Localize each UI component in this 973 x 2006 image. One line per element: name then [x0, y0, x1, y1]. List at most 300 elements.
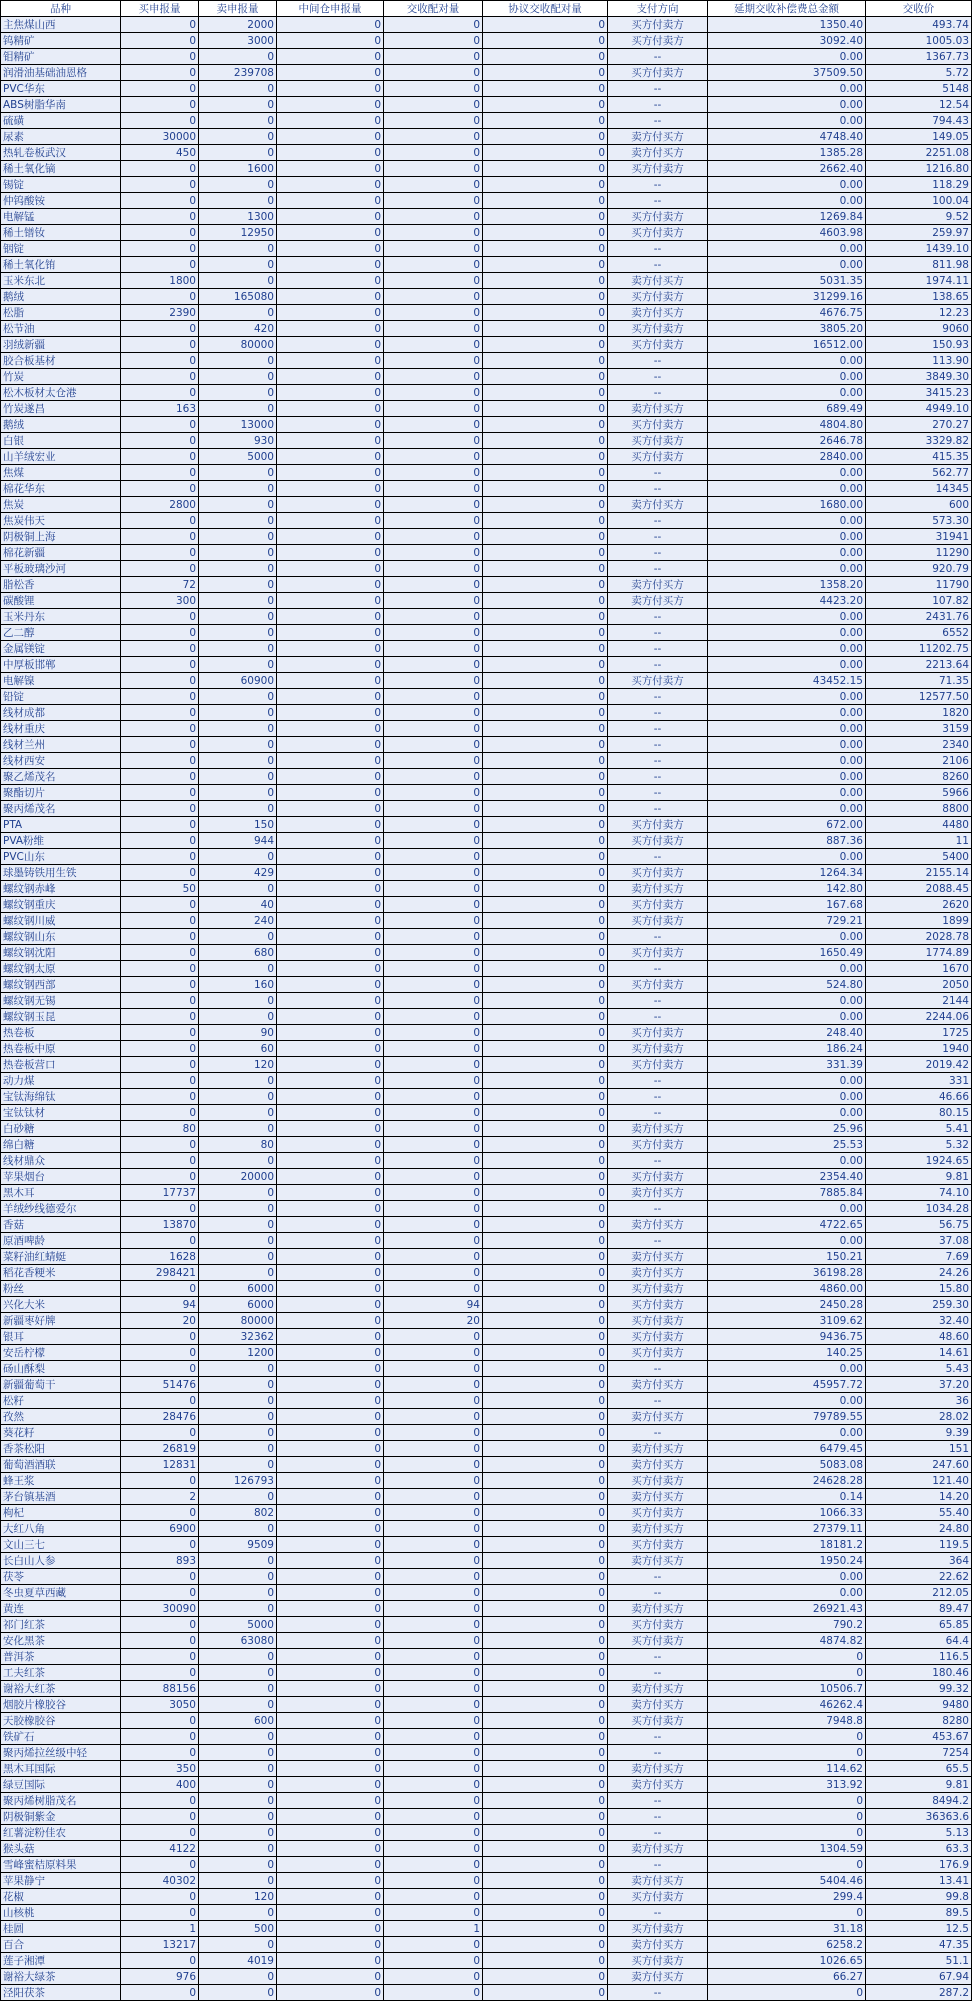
cell-payment-direction: 卖方付买方	[608, 401, 708, 417]
cell-buy-qty: 0	[121, 1153, 199, 1169]
cell-payment-direction: --	[608, 961, 708, 977]
cell-compensation-total: 0.00	[708, 561, 866, 577]
cell-variety: 螺纹钢赤峰	[1, 881, 121, 897]
cell-warehouse-qty: 0	[277, 1777, 384, 1793]
cell-sell-qty: 0	[199, 1793, 277, 1809]
cell-sell-qty: 429	[199, 865, 277, 881]
cell-delivery-price: 9480	[866, 1697, 972, 1713]
cell-buy-qty: 0	[121, 1633, 199, 1649]
cell-warehouse-qty: 0	[277, 833, 384, 849]
cell-agreement-match-qty: 0	[483, 865, 608, 881]
cell-agreement-match-qty: 0	[483, 769, 608, 785]
cell-variety: 润滑油基础油恩格	[1, 65, 121, 81]
cell-agreement-match-qty: 0	[483, 1393, 608, 1409]
cell-sell-qty: 600	[199, 1713, 277, 1729]
cell-delivery-price: 5.72	[866, 65, 972, 81]
cell-warehouse-qty: 0	[277, 1425, 384, 1441]
cell-buy-qty: 450	[121, 145, 199, 161]
cell-agreement-match-qty: 0	[483, 465, 608, 481]
cell-payment-direction: --	[608, 193, 708, 209]
cell-delivery-match-qty: 0	[384, 1969, 483, 1985]
cell-agreement-match-qty: 0	[483, 513, 608, 529]
cell-delivery-match-qty: 0	[384, 449, 483, 465]
cell-variety: PTA	[1, 817, 121, 833]
cell-agreement-match-qty: 0	[483, 33, 608, 49]
header-compensation-total: 延期交收补偿费总金额	[708, 1, 866, 17]
cell-warehouse-qty: 0	[277, 1409, 384, 1425]
cell-payment-direction: 买方付卖方	[608, 161, 708, 177]
cell-variety: 聚酯切片	[1, 785, 121, 801]
cell-delivery-price: 2213.64	[866, 657, 972, 673]
cell-buy-qty: 0	[121, 529, 199, 545]
cell-agreement-match-qty: 0	[483, 113, 608, 129]
cell-payment-direction: 买方付卖方	[608, 1281, 708, 1297]
table-row	[1, 1889, 972, 1905]
cell-sell-qty: 0	[199, 273, 277, 289]
cell-delivery-price: 287.2	[866, 1985, 972, 2001]
cell-sell-qty: 0	[199, 385, 277, 401]
cell-delivery-price: 121.40	[866, 1473, 972, 1489]
cell-delivery-price: 14.61	[866, 1345, 972, 1361]
cell-variety: 葵花籽	[1, 1425, 121, 1441]
cell-sell-qty: 80	[199, 1137, 277, 1153]
cell-payment-direction: 卖方付买方	[608, 1185, 708, 1201]
cell-compensation-total: 37509.50	[708, 65, 866, 81]
cell-buy-qty: 0	[121, 1793, 199, 1809]
cell-variety: 金属镁锭	[1, 641, 121, 657]
cell-warehouse-qty: 0	[277, 1457, 384, 1473]
cell-compensation-total: 0.00	[708, 929, 866, 945]
cell-warehouse-qty: 0	[277, 17, 384, 33]
cell-warehouse-qty: 0	[277, 1089, 384, 1105]
cell-variety: 螺纹钢西部	[1, 977, 121, 993]
cell-buy-qty: 0	[121, 817, 199, 833]
cell-delivery-match-qty: 0	[384, 209, 483, 225]
cell-sell-qty: 1300	[199, 209, 277, 225]
cell-agreement-match-qty: 0	[483, 593, 608, 609]
cell-variety: 螺纹钢玉昆	[1, 1009, 121, 1025]
table-row	[1, 993, 972, 1009]
cell-compensation-total: 0.00	[708, 49, 866, 65]
cell-warehouse-qty: 0	[277, 977, 384, 993]
cell-warehouse-qty: 0	[277, 561, 384, 577]
cell-payment-direction: 买方付卖方	[608, 1713, 708, 1729]
cell-delivery-match-qty: 0	[384, 433, 483, 449]
cell-buy-qty: 300	[121, 593, 199, 609]
cell-delivery-match-qty: 0	[384, 1633, 483, 1649]
cell-warehouse-qty: 0	[277, 49, 384, 65]
cell-warehouse-qty: 0	[277, 417, 384, 433]
cell-warehouse-qty: 0	[277, 1105, 384, 1121]
cell-delivery-match-qty: 94	[384, 1297, 483, 1313]
cell-variety: 工夫红茶	[1, 1665, 121, 1681]
cell-delivery-match-qty: 0	[384, 465, 483, 481]
cell-delivery-price: 5400	[866, 849, 972, 865]
cell-delivery-price: 920.79	[866, 561, 972, 577]
table-row	[1, 33, 972, 49]
table-row	[1, 1921, 972, 1937]
cell-compensation-total: 0.00	[708, 481, 866, 497]
cell-delivery-match-qty: 0	[384, 657, 483, 673]
cell-delivery-match-qty: 0	[384, 913, 483, 929]
cell-compensation-total: 1026.65	[708, 1953, 866, 1969]
cell-compensation-total: 0.00	[708, 257, 866, 273]
cell-warehouse-qty: 0	[277, 1601, 384, 1617]
cell-payment-direction: 卖方付买方	[608, 129, 708, 145]
cell-compensation-total: 0.00	[708, 1105, 866, 1121]
cell-delivery-match-qty: 0	[384, 289, 483, 305]
cell-warehouse-qty: 0	[277, 1137, 384, 1153]
cell-variety: 线材鼎众	[1, 1153, 121, 1169]
cell-variety: PVA粉维	[1, 833, 121, 849]
cell-agreement-match-qty: 0	[483, 1761, 608, 1777]
cell-delivery-match-qty: 0	[384, 1953, 483, 1969]
cell-delivery-price: 247.60	[866, 1457, 972, 1473]
table-row	[1, 1169, 972, 1185]
cell-compensation-total: 1385.28	[708, 145, 866, 161]
cell-delivery-price: 89.5	[866, 1905, 972, 1921]
cell-variety: 祁门红茶	[1, 1617, 121, 1633]
cell-delivery-price: 4949.10	[866, 401, 972, 417]
cell-delivery-price: 1899	[866, 913, 972, 929]
cell-sell-qty: 0	[199, 97, 277, 113]
cell-delivery-price: 562.77	[866, 465, 972, 481]
cell-compensation-total: 2450.28	[708, 1297, 866, 1313]
cell-payment-direction: --	[608, 737, 708, 753]
table-row	[1, 1937, 972, 1953]
cell-variety: 谢裕大绿茶	[1, 1969, 121, 1985]
cell-delivery-price: 8260	[866, 769, 972, 785]
cell-sell-qty: 0	[199, 1777, 277, 1793]
cell-payment-direction: --	[608, 1361, 708, 1377]
table-row	[1, 1617, 972, 1633]
cell-warehouse-qty: 0	[277, 1969, 384, 1985]
cell-variety: 莲子湘潭	[1, 1953, 121, 1969]
cell-payment-direction: --	[608, 1201, 708, 1217]
cell-warehouse-qty: 0	[277, 1153, 384, 1169]
cell-sell-qty: 0	[199, 401, 277, 417]
cell-warehouse-qty: 0	[277, 145, 384, 161]
cell-sell-qty: 0	[199, 1681, 277, 1697]
cell-sell-qty: 0	[199, 785, 277, 801]
table-row	[1, 1281, 972, 1297]
cell-agreement-match-qty: 0	[483, 1009, 608, 1025]
cell-delivery-match-qty: 0	[384, 193, 483, 209]
cell-variety: 玉米丹东	[1, 609, 121, 625]
cell-sell-qty: 0	[199, 177, 277, 193]
cell-variety: 烟胶片橡胶谷	[1, 1697, 121, 1713]
cell-buy-qty: 0	[121, 385, 199, 401]
table-row	[1, 1345, 972, 1361]
cell-delivery-match-qty: 0	[384, 481, 483, 497]
cell-warehouse-qty: 0	[277, 321, 384, 337]
cell-payment-direction: --	[608, 97, 708, 113]
cell-payment-direction: --	[608, 177, 708, 193]
table-row	[1, 961, 972, 977]
cell-delivery-price: 5.41	[866, 1121, 972, 1137]
cell-compensation-total: 142.80	[708, 881, 866, 897]
cell-agreement-match-qty: 0	[483, 1057, 608, 1073]
cell-delivery-price: 7.69	[866, 1249, 972, 1265]
cell-delivery-match-qty: 0	[384, 1937, 483, 1953]
cell-variety: 猴头菇	[1, 1841, 121, 1857]
cell-warehouse-qty: 0	[277, 705, 384, 721]
table-row	[1, 625, 972, 641]
table-row	[1, 257, 972, 273]
table-row	[1, 81, 972, 97]
cell-sell-qty: 165080	[199, 289, 277, 305]
table-row	[1, 833, 972, 849]
cell-buy-qty: 0	[121, 177, 199, 193]
cell-agreement-match-qty: 0	[483, 1777, 608, 1793]
cell-warehouse-qty: 0	[277, 993, 384, 1009]
cell-buy-qty: 80	[121, 1121, 199, 1137]
cell-delivery-price: 64.4	[866, 1633, 972, 1649]
cell-delivery-price: 12.5	[866, 1921, 972, 1937]
cell-delivery-price: 1005.03	[866, 33, 972, 49]
cell-buy-qty: 20	[121, 1313, 199, 1329]
cell-agreement-match-qty: 0	[483, 1617, 608, 1633]
cell-sell-qty: 0	[199, 1425, 277, 1441]
cell-delivery-match-qty: 0	[384, 1073, 483, 1089]
cell-compensation-total: 0.00	[708, 769, 866, 785]
cell-compensation-total: 0.00	[708, 993, 866, 1009]
table-row	[1, 1425, 972, 1441]
cell-payment-direction: 买方付卖方	[608, 977, 708, 993]
cell-delivery-match-qty: 0	[384, 1233, 483, 1249]
cell-agreement-match-qty: 0	[483, 1249, 608, 1265]
cell-delivery-match-qty: 0	[384, 609, 483, 625]
cell-payment-direction: 买方付卖方	[608, 865, 708, 881]
cell-payment-direction: --	[608, 1569, 708, 1585]
cell-delivery-price: 37.20	[866, 1377, 972, 1393]
cell-sell-qty: 0	[199, 1105, 277, 1121]
cell-variety: 新疆枣好牌	[1, 1313, 121, 1329]
cell-delivery-match-qty: 0	[384, 1777, 483, 1793]
table-row	[1, 1825, 972, 1841]
cell-payment-direction: --	[608, 241, 708, 257]
table-row	[1, 1585, 972, 1601]
cell-delivery-price: 11	[866, 833, 972, 849]
cell-payment-direction: 买方付卖方	[608, 1329, 708, 1345]
cell-sell-qty: 80000	[199, 1313, 277, 1329]
cell-warehouse-qty: 0	[277, 337, 384, 353]
cell-buy-qty: 0	[121, 1505, 199, 1521]
table-row	[1, 801, 972, 817]
cell-buy-qty: 0	[121, 1169, 199, 1185]
table-row	[1, 1505, 972, 1521]
cell-warehouse-qty: 0	[277, 689, 384, 705]
cell-buy-qty: 13870	[121, 1217, 199, 1233]
cell-variety: PVC山东	[1, 849, 121, 865]
table-row	[1, 1105, 972, 1121]
cell-agreement-match-qty: 0	[483, 849, 608, 865]
cell-compensation-total: 0.00	[708, 1425, 866, 1441]
table-row	[1, 897, 972, 913]
cell-delivery-match-qty: 0	[384, 161, 483, 177]
header-payment-direction: 支付方向	[608, 1, 708, 17]
cell-variety: 原酒啤龄	[1, 1233, 121, 1249]
cell-delivery-match-qty: 0	[384, 705, 483, 721]
cell-sell-qty: 0	[199, 1249, 277, 1265]
table-row	[1, 1809, 972, 1825]
cell-sell-qty: 0	[199, 609, 277, 625]
cell-delivery-match-qty: 0	[384, 1425, 483, 1441]
cell-delivery-price: 1367.73	[866, 49, 972, 65]
cell-sell-qty: 0	[199, 593, 277, 609]
cell-delivery-match-qty: 0	[384, 1697, 483, 1713]
cell-variety: 百合	[1, 1937, 121, 1953]
cell-compensation-total: 0.00	[708, 1585, 866, 1601]
cell-variety: 苹果烟台	[1, 1169, 121, 1185]
table-row	[1, 177, 972, 193]
header-delivery-match-qty: 交收配对量	[384, 1, 483, 17]
table-row	[1, 865, 972, 881]
cell-agreement-match-qty: 0	[483, 1297, 608, 1313]
cell-variety: 兴化大米	[1, 1297, 121, 1313]
cell-variety: 大红八角	[1, 1521, 121, 1537]
cell-warehouse-qty: 0	[277, 1217, 384, 1233]
cell-agreement-match-qty: 0	[483, 1873, 608, 1889]
cell-payment-direction: 卖方付买方	[608, 1521, 708, 1537]
cell-delivery-price: 5.32	[866, 1137, 972, 1153]
cell-payment-direction: --	[608, 1793, 708, 1809]
cell-delivery-price: 32.40	[866, 1313, 972, 1329]
cell-buy-qty: 0	[121, 1201, 199, 1217]
cell-delivery-price: 37.08	[866, 1233, 972, 1249]
cell-delivery-match-qty: 0	[384, 1569, 483, 1585]
cell-variety: 聚乙烯茂名	[1, 769, 121, 785]
cell-warehouse-qty: 0	[277, 1825, 384, 1841]
cell-agreement-match-qty: 0	[483, 929, 608, 945]
table-row	[1, 1601, 972, 1617]
cell-agreement-match-qty: 0	[483, 785, 608, 801]
cell-agreement-match-qty: 0	[483, 1489, 608, 1505]
cell-variety: 钨精矿	[1, 33, 121, 49]
cell-variety: 安化黑茶	[1, 1633, 121, 1649]
cell-buy-qty: 298421	[121, 1265, 199, 1281]
cell-delivery-price: 2431.76	[866, 609, 972, 625]
cell-buy-qty: 13217	[121, 1937, 199, 1953]
cell-variety: 宝钛钛材	[1, 1105, 121, 1121]
cell-delivery-match-qty: 0	[384, 1889, 483, 1905]
cell-variety: 脂松香	[1, 577, 121, 593]
cell-variety: 鹅绒	[1, 417, 121, 433]
cell-payment-direction: 卖方付买方	[608, 1969, 708, 1985]
cell-compensation-total: 248.40	[708, 1025, 866, 1041]
cell-warehouse-qty: 0	[277, 241, 384, 257]
cell-delivery-price: 8800	[866, 801, 972, 817]
cell-payment-direction: 买方付卖方	[608, 1313, 708, 1329]
cell-delivery-price: 67.94	[866, 1969, 972, 1985]
cell-warehouse-qty: 0	[277, 529, 384, 545]
cell-sell-qty: 0	[199, 1601, 277, 1617]
cell-delivery-match-qty: 0	[384, 513, 483, 529]
cell-variety: 棉花华东	[1, 481, 121, 497]
cell-delivery-match-qty: 0	[384, 225, 483, 241]
table-row	[1, 1313, 972, 1329]
cell-warehouse-qty: 0	[277, 1265, 384, 1281]
cell-buy-qty: 0	[121, 449, 199, 465]
cell-delivery-match-qty: 0	[384, 1489, 483, 1505]
cell-compensation-total: 0.00	[708, 353, 866, 369]
cell-warehouse-qty: 0	[277, 577, 384, 593]
cell-sell-qty: 5000	[199, 1617, 277, 1633]
cell-variety: 黄连	[1, 1601, 121, 1617]
cell-agreement-match-qty: 0	[483, 1169, 608, 1185]
cell-delivery-match-qty: 0	[384, 1985, 483, 2001]
cell-agreement-match-qty: 0	[483, 1281, 608, 1297]
cell-buy-qty: 0	[121, 1569, 199, 1585]
cell-agreement-match-qty: 0	[483, 49, 608, 65]
cell-delivery-match-qty: 0	[384, 401, 483, 417]
cell-payment-direction: --	[608, 385, 708, 401]
cell-agreement-match-qty: 0	[483, 225, 608, 241]
cell-warehouse-qty: 0	[277, 177, 384, 193]
cell-variety: 竹炭	[1, 369, 121, 385]
cell-compensation-total: 0.00	[708, 81, 866, 97]
cell-warehouse-qty: 0	[277, 1393, 384, 1409]
cell-compensation-total: 43452.15	[708, 673, 866, 689]
cell-compensation-total: 6479.45	[708, 1441, 866, 1457]
cell-buy-qty: 0	[121, 913, 199, 929]
cell-agreement-match-qty: 0	[483, 1681, 608, 1697]
cell-buy-qty: 0	[121, 625, 199, 641]
cell-compensation-total: 0.00	[708, 625, 866, 641]
cell-buy-qty: 0	[121, 1281, 199, 1297]
cell-agreement-match-qty: 0	[483, 161, 608, 177]
cell-delivery-price: 8494.2	[866, 1793, 972, 1809]
cell-variety: 焦煤	[1, 465, 121, 481]
cell-sell-qty: 0	[199, 721, 277, 737]
table-row	[1, 1745, 972, 1761]
cell-delivery-match-qty: 0	[384, 817, 483, 833]
cell-delivery-price: 8280	[866, 1713, 972, 1729]
cell-warehouse-qty: 0	[277, 929, 384, 945]
cell-delivery-price: 2244.06	[866, 1009, 972, 1025]
cell-buy-qty: 0	[121, 961, 199, 977]
table-row	[1, 737, 972, 753]
cell-delivery-price: 80.15	[866, 1105, 972, 1121]
cell-delivery-match-qty: 0	[384, 641, 483, 657]
cell-delivery-price: 212.05	[866, 1585, 972, 1601]
cell-delivery-match-qty: 0	[384, 1009, 483, 1025]
cell-delivery-price: 2155.14	[866, 865, 972, 881]
cell-agreement-match-qty: 0	[483, 1121, 608, 1137]
cell-payment-direction: 买方付卖方	[608, 1953, 708, 1969]
cell-warehouse-qty: 0	[277, 273, 384, 289]
cell-warehouse-qty: 0	[277, 721, 384, 737]
cell-delivery-match-qty: 0	[384, 1121, 483, 1137]
cell-sell-qty: 0	[199, 257, 277, 273]
cell-agreement-match-qty: 0	[483, 1585, 608, 1601]
cell-delivery-match-qty: 0	[384, 65, 483, 81]
cell-compensation-total: 313.92	[708, 1777, 866, 1793]
table-row	[1, 305, 972, 321]
cell-buy-qty: 72	[121, 577, 199, 593]
cell-delivery-price: 5.13	[866, 1825, 972, 1841]
cell-delivery-match-qty: 0	[384, 561, 483, 577]
cell-payment-direction: 买方付卖方	[608, 321, 708, 337]
cell-variety: 热卷板中原	[1, 1041, 121, 1057]
cell-compensation-total: 1650.49	[708, 945, 866, 961]
cell-delivery-match-qty: 0	[384, 1505, 483, 1521]
cell-sell-qty: 0	[199, 305, 277, 321]
cell-variety: 黑木耳	[1, 1185, 121, 1201]
cell-variety: 稀土氧化铕	[1, 257, 121, 273]
cell-sell-qty: 0	[199, 961, 277, 977]
cell-variety: 绵白糖	[1, 1137, 121, 1153]
